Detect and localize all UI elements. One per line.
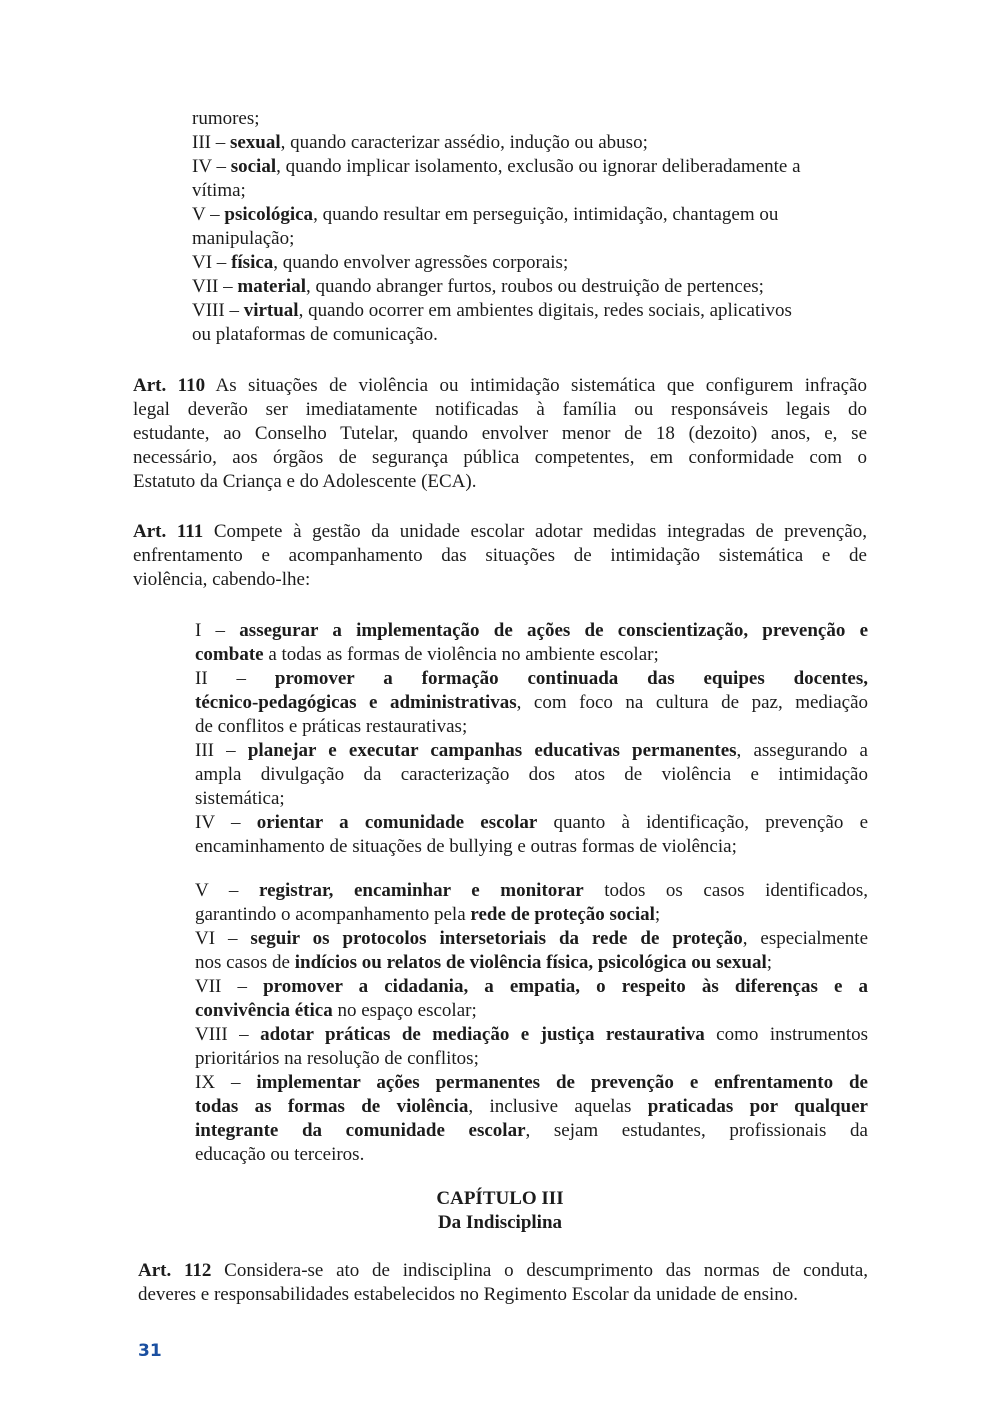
list-line — [192, 227, 864, 251]
item-line — [195, 975, 868, 999]
article-line — [133, 520, 867, 544]
line-text: VII – — [192, 276, 238, 297]
item-text: educação ou terceiros. — [195, 1144, 365, 1165]
item-line — [195, 619, 868, 643]
item-bold-text: indícios ou relatos de violência física, psicológica ou sexual — [294, 952, 767, 973]
line-bold-text: virtual — [243, 300, 299, 321]
item-line — [195, 811, 868, 835]
line-text: vítima; — [192, 180, 246, 201]
article-110 — [133, 374, 867, 494]
article-111 — [133, 520, 867, 592]
item-line — [195, 787, 868, 811]
item-text: como instrumentos — [704, 1024, 868, 1045]
item-text: I – — [195, 620, 240, 641]
list-line — [192, 299, 864, 323]
item-text: prioritários na resolução de conflitos; — [195, 1048, 479, 1069]
article-line — [133, 398, 867, 422]
item-line — [195, 667, 868, 691]
item-text: ; — [654, 904, 661, 925]
item-line — [195, 1071, 868, 1095]
item-line — [195, 739, 868, 763]
item-bold-text: assegurar a implementação de ações de conscientização, prevenção e — [239, 620, 868, 641]
item-bold-text: promover a cidadania, a empatia, o respeito às diferenças e a — [263, 976, 868, 997]
article-line — [138, 1259, 868, 1283]
line-text: , quando caracterizar assédio, indução ou abuso; — [280, 132, 648, 153]
article-label: Art. 112 — [138, 1260, 212, 1281]
item-bold-text: adotar práticas de mediação e justiça restaurativa — [260, 1024, 705, 1045]
item-bold-text: todas as formas de violência — [195, 1096, 469, 1117]
item-bold-text: promover a formação continuada das equipes docentes, — [274, 668, 868, 689]
item-text: garantindo o acompanhamento pela — [195, 904, 471, 925]
item-text: , especialmente — [742, 928, 869, 949]
item-bold-text: planejar e executar campanhas educativas permanentes — [247, 740, 737, 761]
item-line — [195, 927, 868, 951]
article-111-items-1 — [195, 619, 868, 859]
item-bold-text: orientar a comunidade escolar — [256, 812, 538, 833]
item-text: III – — [195, 740, 248, 761]
line-bold-text: psicológica — [224, 204, 314, 225]
item-line — [195, 879, 868, 903]
item-bold-text: implementar ações permanentes de prevenção e enfrentamento de — [256, 1072, 868, 1093]
article-text: necessário, aos órgãos de segurança pública competentes, em conformidade com o — [133, 447, 867, 468]
item-line — [195, 999, 868, 1023]
item-text: VI – — [195, 928, 251, 949]
item-text: , inclusive aquelas — [468, 1096, 648, 1117]
article-line — [138, 1283, 868, 1307]
line-bold-text: física — [231, 252, 274, 273]
article-label: Art. 110 — [133, 375, 206, 396]
article-112 — [138, 1259, 868, 1307]
item-text: todos os casos identificados, — [583, 880, 868, 901]
line-bold-text: social — [230, 156, 277, 177]
item-line — [195, 763, 868, 787]
item-text: V – — [195, 880, 259, 901]
item-text: de conflitos e práticas restaurativas; — [195, 716, 468, 737]
line-text: , quando envolver agressões corporais; — [273, 252, 569, 273]
line-bold-text: sexual — [229, 132, 281, 153]
article-text: estudante, ao Conselho Tutelar, quando envolver menor de 18 (dezoito) anos, e, se — [133, 423, 867, 444]
item-text: a todas as formas de violência no ambiente escolar; — [263, 644, 659, 665]
item-text: nos casos de — [195, 952, 295, 973]
article-line — [133, 422, 867, 446]
item-line — [195, 643, 868, 667]
item-text: encaminhamento de situações de bullying e outras formas de violência; — [195, 836, 737, 857]
item-line — [195, 835, 868, 859]
list-line — [192, 203, 864, 227]
line-text: , quando implicar isolamento, exclusão ou ignorar deliberadamente a — [276, 156, 801, 177]
item-line — [195, 691, 868, 715]
article-label: Art. 111 — [133, 521, 204, 542]
item-text: ; — [766, 952, 773, 973]
item-text: ampla divulgação da caracterização dos atos de violência e intimidação — [195, 764, 868, 785]
article-line — [133, 374, 867, 398]
item-bold-text: rede de proteção social — [470, 904, 655, 925]
item-bold-text: registrar, encaminhar e monitorar — [259, 880, 584, 901]
item-text: IV – — [195, 812, 257, 833]
list-violence-types — [192, 107, 864, 347]
item-line — [195, 1095, 868, 1119]
item-bold-text: convivência ética — [195, 1000, 333, 1021]
item-bold-text: seguir os protocolos intersetoriais da rede de proteção — [250, 928, 743, 949]
line-text: V – — [192, 204, 225, 225]
item-bold-text: integrante da comunidade escolar — [195, 1120, 526, 1141]
item-text: quanto à identificação, prevenção e — [537, 812, 868, 833]
list-line — [192, 107, 864, 131]
line-text: manipulação; — [192, 228, 295, 249]
list-line — [192, 131, 864, 155]
article-line — [133, 544, 867, 568]
line-text: III – — [192, 132, 230, 153]
article-111-items-2 — [195, 879, 868, 1167]
list-line — [192, 251, 864, 275]
line-text: rumores; — [192, 108, 260, 129]
item-text: VIII – — [195, 1024, 261, 1045]
list-line — [192, 155, 864, 179]
line-text: , quando abranger furtos, roubos ou destruição de pertences; — [305, 276, 764, 297]
list-line — [192, 179, 864, 203]
item-bold-text: técnico-pedagógicas e administrativas — [195, 692, 517, 713]
item-text: , sejam estudantes, profissionais da — [525, 1120, 868, 1141]
chapter-heading — [133, 1187, 867, 1235]
line-text: , quando ocorrer em ambientes digitais, redes sociais, aplicativos — [298, 300, 792, 321]
article-text: deveres e responsabilidades estabelecidos no Regimento Escolar da unidade de ensino. — [138, 1284, 799, 1305]
article-text: Estatuto da Criança e do Adolescente (ECA). — [133, 471, 477, 492]
line-text: VI – — [192, 252, 232, 273]
chapter-title: CAPÍTULO III — [436, 1188, 564, 1209]
article-text: As situações de violência ou intimidação sistemática que configurem infração — [205, 375, 867, 396]
page-number: 31 — [138, 1341, 162, 1361]
line-bold-text: material — [237, 276, 306, 297]
item-bold-text: combate — [195, 644, 264, 665]
item-text: IX – — [195, 1072, 257, 1093]
item-line — [195, 951, 868, 975]
article-line — [133, 568, 867, 592]
item-text: , com foco na cultura de paz, mediação — [516, 692, 869, 713]
list-line — [192, 323, 864, 347]
list-line — [192, 275, 864, 299]
line-text: , quando resultar em perseguição, intimidação, chantagem ou — [313, 204, 779, 225]
article-line — [133, 470, 867, 494]
item-text: no espaço escolar; — [332, 1000, 477, 1021]
item-text: II – — [195, 668, 275, 689]
item-line — [195, 1047, 868, 1071]
article-text: violência, cabendo-lhe: — [133, 569, 311, 590]
item-text: , assegurando a — [736, 740, 868, 761]
item-bold-text: praticadas por qualquer — [647, 1096, 868, 1117]
article-text: Compete à gestão da unidade escolar adotar medidas integradas de prevenção, — [203, 521, 867, 542]
item-text: sistemática; — [195, 788, 285, 809]
line-text: IV – — [192, 156, 231, 177]
line-text: ou plataformas de comunicação. — [192, 324, 438, 345]
article-text: Considera-se ato de indisciplina o descumprimento das normas de conduta, — [211, 1260, 868, 1281]
item-line — [195, 715, 868, 739]
item-line — [195, 1119, 868, 1143]
item-line — [195, 903, 868, 927]
article-text: legal deverão ser imediatamente notificadas à família ou responsáveis legais do — [133, 399, 867, 420]
article-text: enfrentamento e acompanhamento das situações de intimidação sistemática e de — [133, 545, 867, 566]
item-text: VII – — [195, 976, 264, 997]
item-line — [195, 1023, 868, 1047]
article-line — [133, 446, 867, 470]
line-text: VIII – — [192, 300, 244, 321]
chapter-subtitle: Da Indisciplina — [437, 1212, 563, 1233]
item-line — [195, 1143, 868, 1167]
